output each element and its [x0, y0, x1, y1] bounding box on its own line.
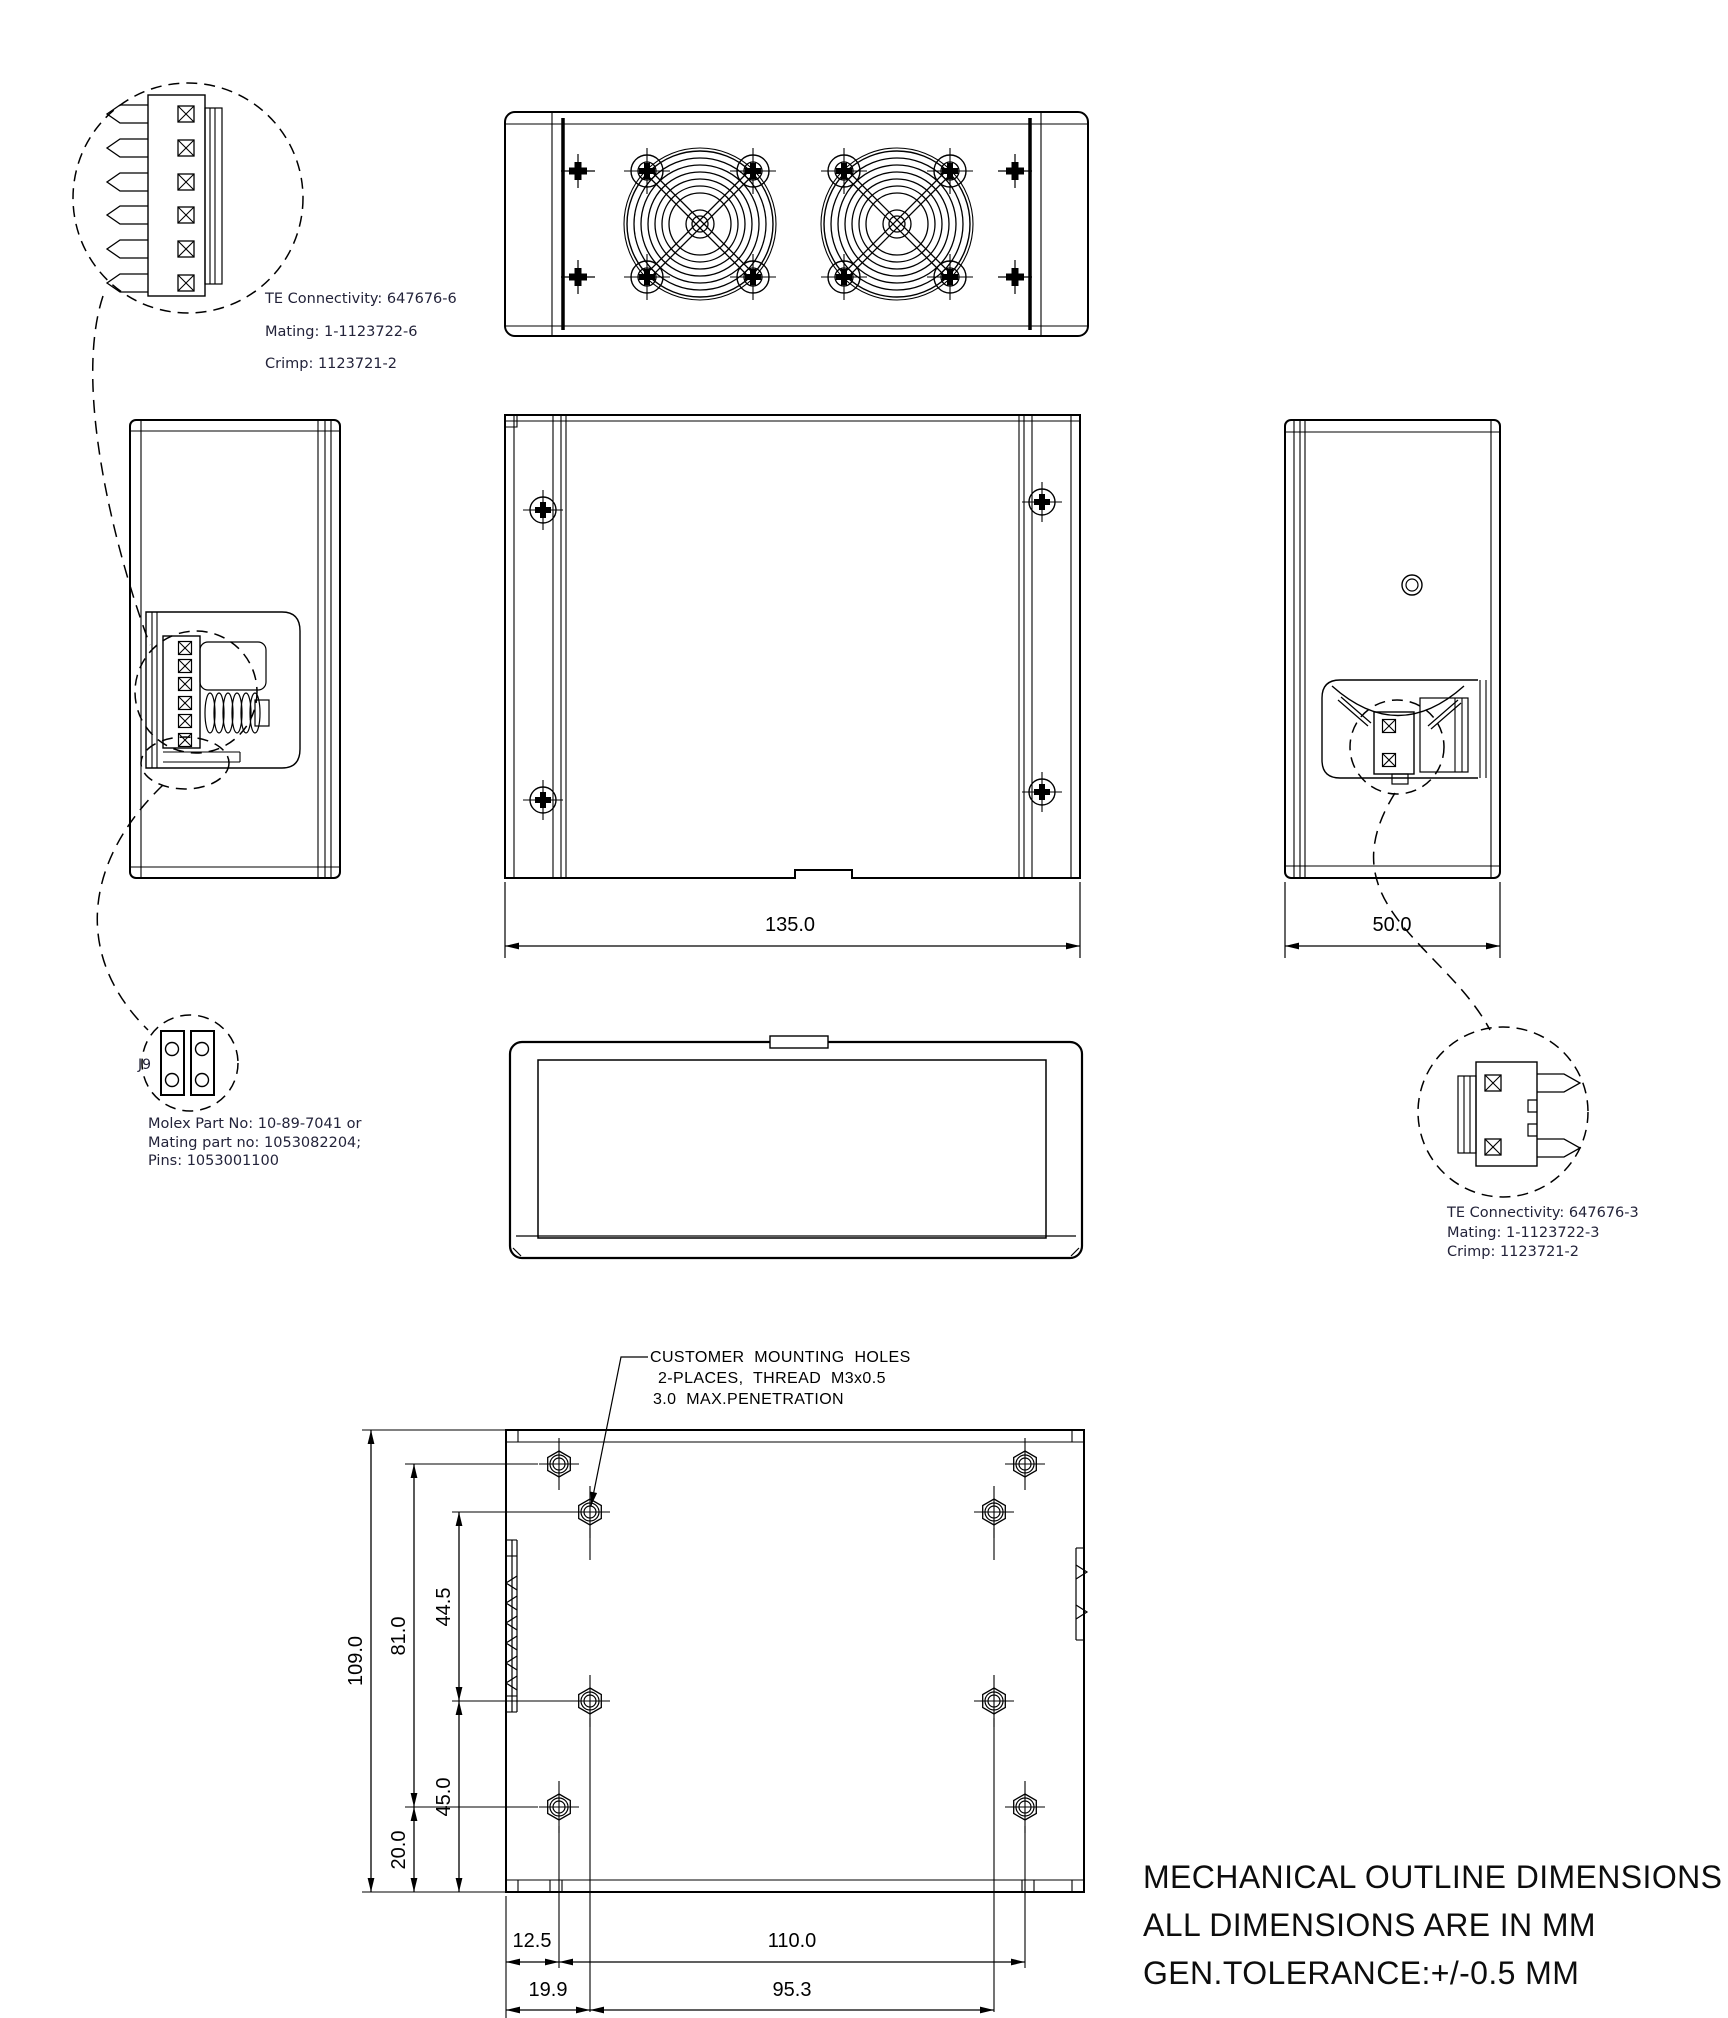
right-side-view	[1285, 420, 1500, 958]
perforated-panel-view	[510, 1036, 1082, 1258]
dim-inner-holes-h: 95.3	[772, 1979, 812, 2001]
pins-number-molex: Pins: 1053001100	[148, 1153, 279, 1169]
part-number-molex: Molex Part No: 10-89-7041 or	[148, 1116, 362, 1132]
dim-outer-holes-v: 81.0	[388, 1616, 410, 1656]
mating-number-molex: Mating part no: 1053082204;	[148, 1135, 362, 1151]
ref-designator: J9	[138, 1057, 152, 1073]
dim-edge-to-inner: 19.9	[528, 1979, 568, 2001]
part-number-6pin: TE Connectivity: 647676-6	[265, 291, 457, 307]
callout-line3: 3.0 MAX.PENETRATION	[653, 1391, 845, 1408]
dim-inner-holes-v: 44.5	[433, 1587, 455, 1627]
front-view	[505, 415, 1080, 958]
dim-bottom-to-hole: 20.0	[388, 1830, 410, 1870]
mating-number-6pin: Mating: 1-1123722-6	[265, 324, 418, 340]
note-units: ALL DIMENSIONS ARE IN MM	[1143, 1907, 1596, 1943]
drawing-notes	[1143, 1859, 1722, 1991]
dim-mid-to-bottom: 45.0	[433, 1777, 455, 1817]
left-side-view	[130, 420, 340, 878]
dim-outer-holes-h: 110.0	[767, 1930, 817, 1952]
mating-number-2pin: Mating: 1-1123722-3	[1447, 1225, 1600, 1241]
dim-edge-to-hole: 12.5	[512, 1930, 552, 1952]
dim-total-height: 109.0	[345, 1635, 367, 1687]
dim-depth: 50.0	[1372, 914, 1412, 936]
detail-molex-connector	[97, 785, 361, 1169]
note-tolerance: GEN.TOLERANCE:+/-0.5 MM	[1143, 1955, 1580, 1991]
detail-2pin-connector	[1374, 793, 1639, 1260]
dim-width: 135.0	[764, 914, 816, 936]
crimp-number-6pin: Crimp: 1123721-2	[265, 356, 397, 372]
part-number-2pin: TE Connectivity: 647676-3	[1447, 1205, 1639, 1221]
callout-line2: 2-PLACES, THREAD M3x0.5	[658, 1370, 886, 1387]
bottom-view	[345, 1349, 1087, 2018]
note-title: MECHANICAL OUTLINE DIMENSIONS	[1143, 1859, 1723, 1895]
crimp-number-2pin: Crimp: 1123721-2	[1447, 1244, 1579, 1260]
led-hole	[1402, 575, 1422, 595]
top-view	[505, 112, 1088, 336]
callout-line1: CUSTOMER MOUNTING HOLES	[650, 1349, 911, 1366]
